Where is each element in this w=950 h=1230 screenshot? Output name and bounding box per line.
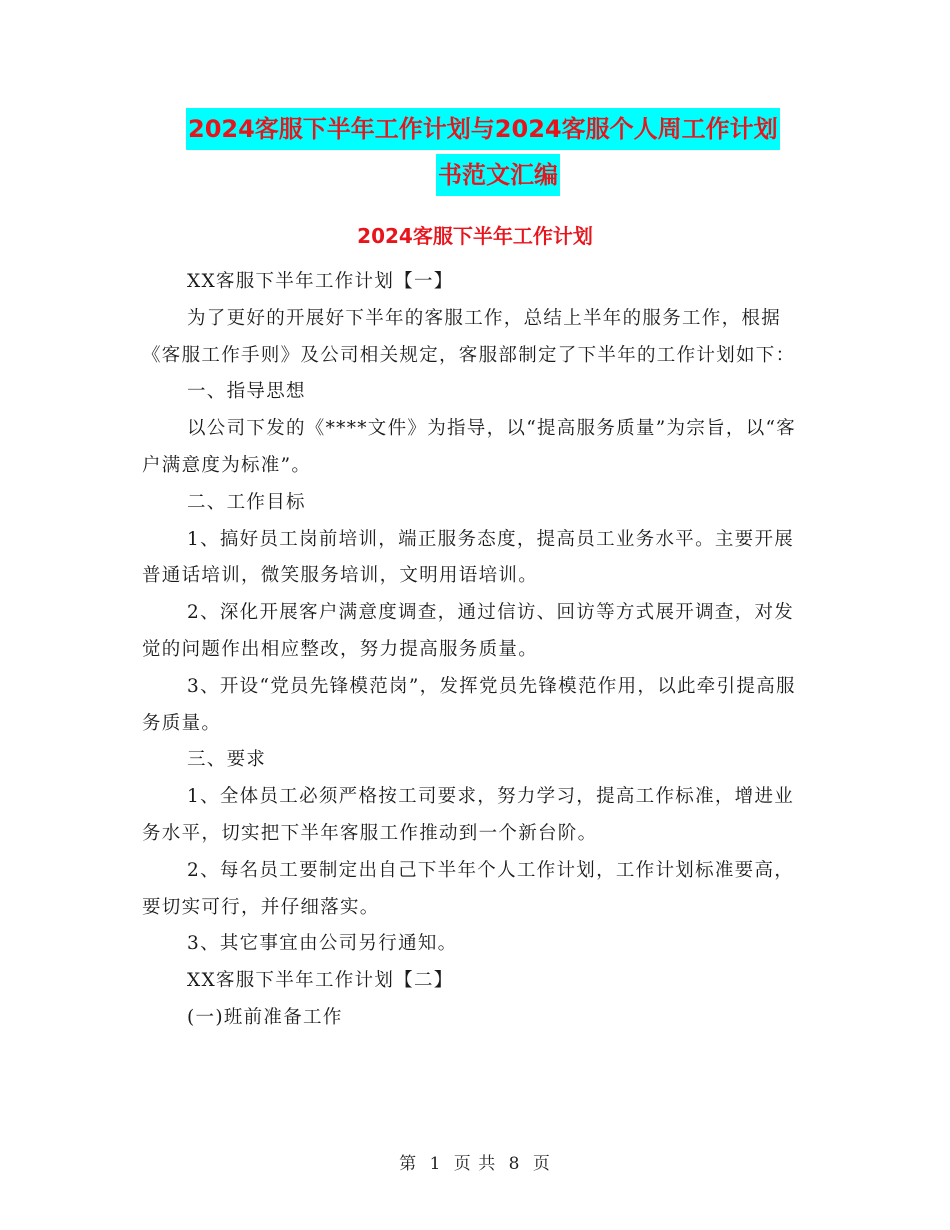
paragraph: 为了更好的开展好下半年的客服工作，总结上半年的服务工作，根据《客服工作手则》及公司相关规定，客服部制定了下半年的工作计划如下： bbox=[142, 307, 796, 366]
paragraph: XX客服下半年工作计划【一】 bbox=[187, 271, 454, 292]
paragraph: 1、搞好员工岗前培训，端正服务态度，提高员工业务水平。主要开展普通话培训，微笑服务培训，文明用语培训。 bbox=[142, 528, 795, 587]
paragraph: 2、深化开展客户满意度调查，通过信访、回访等方式展开调查，对发觉的问题作出相应整改，努力提高服务质量。 bbox=[142, 602, 795, 660]
paragraph: (一)班前准备工作 bbox=[187, 1006, 343, 1028]
paragraph: 一、指导思想 bbox=[187, 381, 306, 403]
footer-prefix: 第 bbox=[399, 1154, 418, 1174]
total-pages: 8 bbox=[508, 1154, 521, 1174]
section-heading: 2024客服下半年工作计划 bbox=[357, 224, 593, 248]
paragraph: 2、每名员工要制定出自己下半年个人工作计划，工作计划标准要高，要切实可行，并仔细落实。 bbox=[142, 859, 795, 918]
paragraph: XX客服下半年工作计划【二】 bbox=[187, 970, 454, 992]
page-footer bbox=[0, 1150, 950, 1178]
title-line-1: 2024客服下半年工作计划与2024客服个人周工作计划 bbox=[186, 108, 780, 150]
title-line-2: 书范文汇编 bbox=[436, 154, 560, 196]
paragraph: 3、其它事宜由公司另行通知。 bbox=[187, 933, 458, 955]
paragraph: 3、开设“党员先锋模范岗”，发挥党员先锋模范作用，以此牵引提高服务质量。 bbox=[142, 675, 796, 734]
page-number: 1 bbox=[429, 1154, 442, 1174]
paragraph: 1、全体员工必须严格按工司要求，努力学习，提高工作标准，增进业务水平，切实把下半年客服工作推动到一个新台阶。 bbox=[142, 786, 795, 844]
paragraph: 二、工作目标 bbox=[187, 491, 306, 513]
document-body bbox=[142, 264, 810, 1037]
paragraph: 以公司下发的《****文件》为指导，以“提高服务质量”为宗旨，以“客户满意度为标准”。 bbox=[142, 418, 797, 476]
paragraph: 三、要求 bbox=[187, 749, 267, 771]
footer-suffix: 页 bbox=[532, 1154, 551, 1174]
footer-middle: 页 共 bbox=[453, 1154, 497, 1174]
